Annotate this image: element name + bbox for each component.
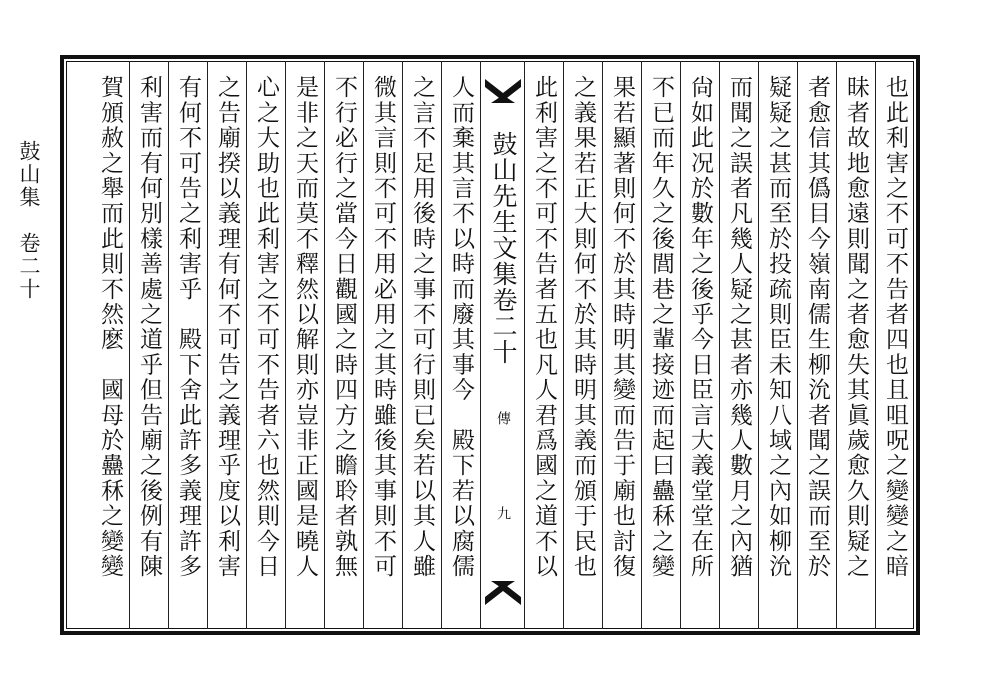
text-column-18: 有何不可告之利害乎 殿下舍此許多義理許多 bbox=[168, 61, 207, 629]
section-label: 傳 bbox=[495, 411, 511, 433]
text-column-3: 者愈信其僞目今嶺南儒生柳沇者聞之誤而至於 bbox=[797, 61, 836, 629]
text-column-13: 微其言則不可不用必用之其時雖後其事則不可 bbox=[363, 61, 402, 629]
fish-tail-ornament-icon bbox=[483, 73, 523, 113]
text-column-17: 之告廟揆以義理有何不可告之義理乎度以利害 bbox=[207, 61, 246, 629]
center-fold bbox=[480, 61, 524, 629]
fish-tail-ornament-icon bbox=[483, 571, 523, 611]
text-column-6: 尙如此况於數年之後乎今日臣言大義堂堂在所 bbox=[680, 61, 719, 629]
text-column-9: 之義果若正大則何不於其時明其義而頒于民也 bbox=[563, 61, 602, 629]
book-title: 鼓山先生文集卷二十 bbox=[489, 131, 518, 365]
text-column-20: 賀頒赦之舉而此則不然麽 國母於蠱秝之變變 bbox=[97, 75, 123, 579]
text-column-10: 此利害之不可不告者五也凡人君爲國之道不以 bbox=[524, 61, 563, 629]
text-column-4: 疑疑之甚而至於投疏則臣未知八域之內如柳沇 bbox=[758, 61, 797, 629]
text-column-14: 不行必行之當今日觀國之時四方之瞻聆者孰無 bbox=[324, 61, 363, 629]
text-column-19: 利害而有何別樣善處之道乎但告廟之後例有陳 bbox=[129, 61, 168, 629]
text-column-1: 也此利害之不可不告者四也且咀呪之變變之暗 bbox=[875, 61, 914, 629]
text-column-16: 心之大助也此利害之不可不告者六也然則今日 bbox=[246, 61, 285, 629]
text-column-8: 果若顯著則何不於其時明其變而告于廟也討復 bbox=[602, 61, 641, 629]
text-column-2: 昧者故地愈遠則聞之者愈失其眞歲愈久則疑之 bbox=[836, 61, 875, 629]
text-column-15: 是非之天而莫不釋然以解則亦豈非正國是曉人 bbox=[285, 61, 324, 629]
text-column-11: 人而棄其言不以時而廢其事今 殿下若以腐儒 bbox=[441, 61, 480, 629]
text-block bbox=[66, 61, 914, 629]
text-column-12: 之言不足用後時之事不可行則已矣若以其人雖 bbox=[402, 61, 441, 629]
margin-title: 鼓山集 卷二十 bbox=[17, 140, 41, 301]
text-column-7: 不已而年久之後閭巷之輩接迹而起曰蠱秝之變 bbox=[641, 61, 680, 629]
text-column-5: 而聞之誤者凡幾人疑之甚者亦幾人數月之內猶 bbox=[719, 61, 758, 629]
page-number: 九 bbox=[495, 506, 511, 520]
